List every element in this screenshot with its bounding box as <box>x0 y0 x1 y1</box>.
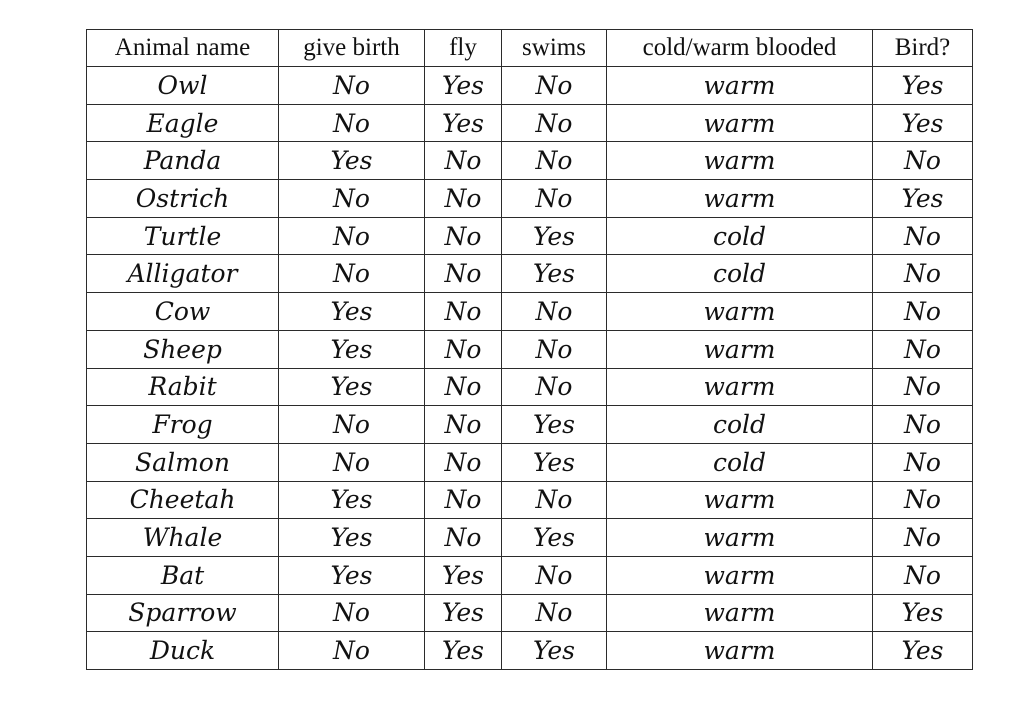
cell-give-birth: No <box>279 180 425 218</box>
cell-give-birth: Yes <box>279 330 425 368</box>
cell-animal-name: Cow <box>87 293 279 331</box>
table-row <box>87 104 973 142</box>
table-header-row <box>87 30 973 67</box>
cell-fly: Yes <box>425 556 502 594</box>
cell-swims: Yes <box>502 519 607 557</box>
cell-bird: Yes <box>873 67 973 105</box>
table-row <box>87 632 973 670</box>
cell-animal-name: Sheep <box>87 330 279 368</box>
cell-fly: No <box>425 368 502 406</box>
cell-animal-name: Sparrow <box>87 594 279 632</box>
cell-fly: No <box>425 255 502 293</box>
header-blooded: cold/warm blooded <box>607 30 873 67</box>
cell-bird: No <box>873 255 973 293</box>
header-fly: fly <box>425 30 502 67</box>
cell-animal-name: Owl <box>87 67 279 105</box>
cell-blooded: warm <box>607 519 873 557</box>
cell-swims: No <box>502 594 607 632</box>
cell-bird: No <box>873 406 973 444</box>
cell-blooded: warm <box>607 330 873 368</box>
table-row <box>87 406 973 444</box>
table-row <box>87 293 973 331</box>
cell-give-birth: No <box>279 632 425 670</box>
cell-give-birth: Yes <box>279 368 425 406</box>
table-body <box>87 67 973 670</box>
cell-give-birth: Yes <box>279 519 425 557</box>
cell-blooded: warm <box>607 142 873 180</box>
cell-animal-name: Cheetah <box>87 481 279 519</box>
table-row <box>87 443 973 481</box>
animal-table <box>86 29 973 670</box>
cell-bird: Yes <box>873 180 973 218</box>
table-row <box>87 67 973 105</box>
cell-swims: Yes <box>502 632 607 670</box>
cell-fly: No <box>425 481 502 519</box>
cell-animal-name: Alligator <box>87 255 279 293</box>
cell-blooded: warm <box>607 481 873 519</box>
cell-give-birth: Yes <box>279 556 425 594</box>
cell-animal-name: Whale <box>87 519 279 557</box>
cell-blooded: warm <box>607 104 873 142</box>
cell-fly: No <box>425 142 502 180</box>
cell-swims: No <box>502 368 607 406</box>
cell-animal-name: Turtle <box>87 217 279 255</box>
cell-give-birth: No <box>279 217 425 255</box>
cell-fly: Yes <box>425 104 502 142</box>
table-row <box>87 368 973 406</box>
cell-bird: No <box>873 330 973 368</box>
cell-animal-name: Bat <box>87 556 279 594</box>
cell-swims: No <box>502 104 607 142</box>
cell-blooded: warm <box>607 632 873 670</box>
cell-give-birth: No <box>279 104 425 142</box>
cell-bird: No <box>873 217 973 255</box>
cell-fly: No <box>425 330 502 368</box>
cell-bird: No <box>873 368 973 406</box>
table-row <box>87 481 973 519</box>
cell-bird: No <box>873 519 973 557</box>
table-row <box>87 255 973 293</box>
cell-fly: No <box>425 406 502 444</box>
cell-bird: No <box>873 443 973 481</box>
table-row <box>87 594 973 632</box>
cell-swims: No <box>502 481 607 519</box>
cell-bird: Yes <box>873 632 973 670</box>
cell-swims: No <box>502 180 607 218</box>
cell-swims: No <box>502 293 607 331</box>
cell-animal-name: Duck <box>87 632 279 670</box>
cell-blooded: cold <box>607 406 873 444</box>
cell-give-birth: Yes <box>279 481 425 519</box>
table-row <box>87 519 973 557</box>
cell-swims: No <box>502 142 607 180</box>
cell-fly: No <box>425 180 502 218</box>
cell-animal-name: Panda <box>87 142 279 180</box>
cell-animal-name: Eagle <box>87 104 279 142</box>
cell-animal-name: Salmon <box>87 443 279 481</box>
cell-bird: No <box>873 481 973 519</box>
cell-fly: No <box>425 217 502 255</box>
cell-give-birth: No <box>279 594 425 632</box>
cell-blooded: warm <box>607 293 873 331</box>
table-row <box>87 217 973 255</box>
cell-give-birth: No <box>279 443 425 481</box>
header-swims: swims <box>502 30 607 67</box>
cell-bird: No <box>873 293 973 331</box>
header-bird: Bird? <box>873 30 973 67</box>
cell-blooded: warm <box>607 180 873 218</box>
cell-fly: No <box>425 519 502 557</box>
cell-give-birth: No <box>279 67 425 105</box>
table-row <box>87 556 973 594</box>
cell-animal-name: Frog <box>87 406 279 444</box>
cell-bird: No <box>873 142 973 180</box>
table-row <box>87 142 973 180</box>
cell-blooded: cold <box>607 255 873 293</box>
cell-give-birth: Yes <box>279 293 425 331</box>
cell-blooded: warm <box>607 594 873 632</box>
cell-fly: No <box>425 293 502 331</box>
table-row <box>87 330 973 368</box>
cell-blooded: warm <box>607 368 873 406</box>
animal-table-container <box>86 29 973 670</box>
table-row <box>87 180 973 218</box>
cell-swims: No <box>502 556 607 594</box>
cell-bird: Yes <box>873 104 973 142</box>
cell-give-birth: No <box>279 406 425 444</box>
cell-give-birth: Yes <box>279 142 425 180</box>
cell-blooded: cold <box>607 443 873 481</box>
cell-give-birth: No <box>279 255 425 293</box>
cell-swims: Yes <box>502 255 607 293</box>
cell-blooded: cold <box>607 217 873 255</box>
cell-fly: Yes <box>425 67 502 105</box>
cell-fly: Yes <box>425 594 502 632</box>
cell-fly: No <box>425 443 502 481</box>
cell-swims: Yes <box>502 443 607 481</box>
header-give-birth: give birth <box>279 30 425 67</box>
cell-blooded: warm <box>607 67 873 105</box>
cell-swims: No <box>502 330 607 368</box>
cell-bird: No <box>873 556 973 594</box>
cell-swims: Yes <box>502 406 607 444</box>
cell-bird: Yes <box>873 594 973 632</box>
cell-animal-name: Rabit <box>87 368 279 406</box>
header-animal-name: Animal name <box>87 30 279 67</box>
cell-swims: No <box>502 67 607 105</box>
cell-fly: Yes <box>425 632 502 670</box>
cell-blooded: warm <box>607 556 873 594</box>
cell-swims: Yes <box>502 217 607 255</box>
cell-animal-name: Ostrich <box>87 180 279 218</box>
